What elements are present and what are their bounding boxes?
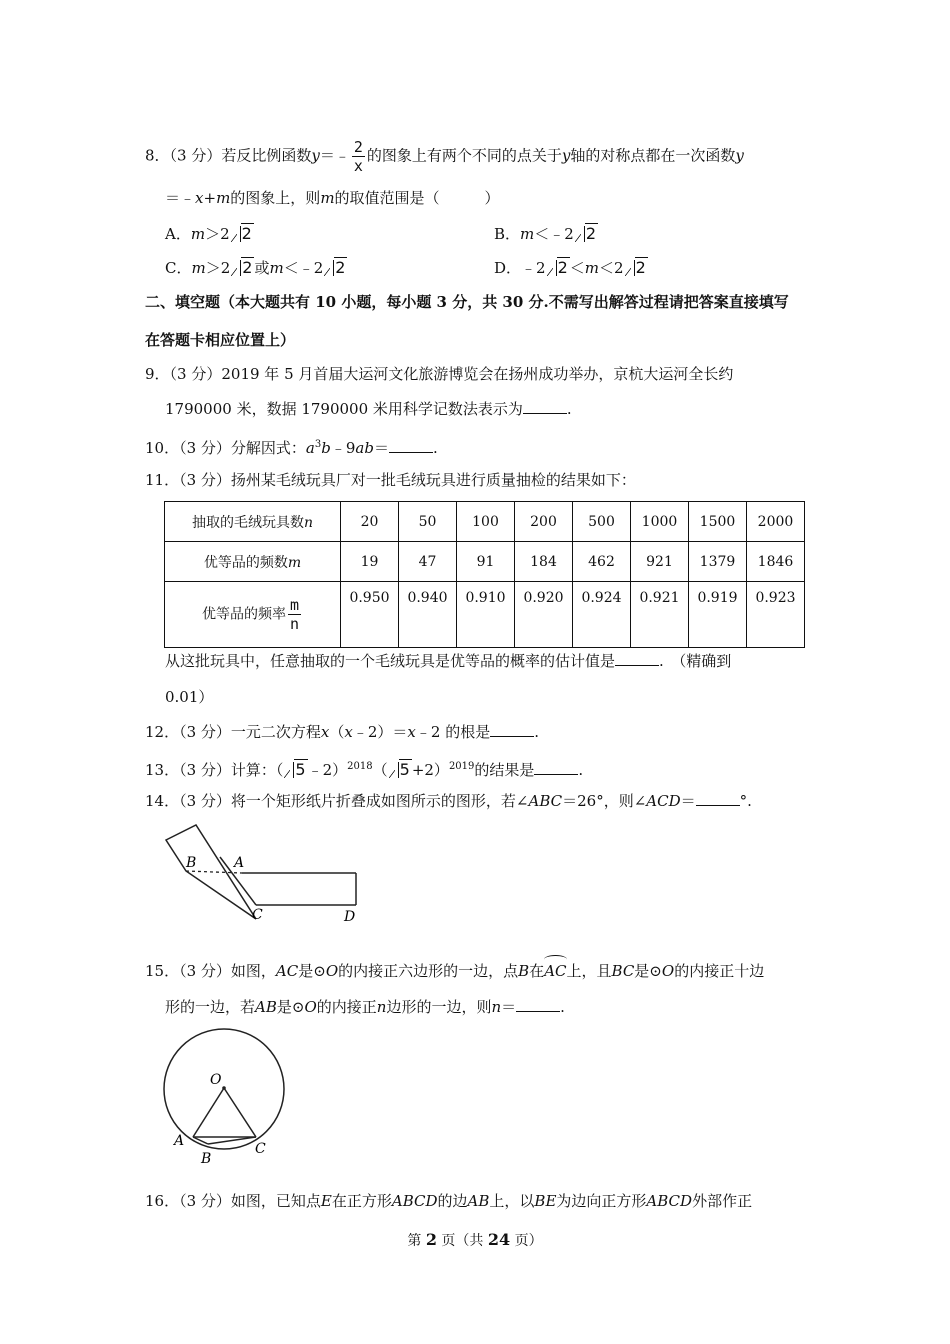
answer-blank bbox=[389, 438, 433, 453]
table-cell: 184 bbox=[515, 542, 573, 582]
point-label-c: C bbox=[252, 907, 263, 923]
point-label-a: A bbox=[234, 855, 245, 871]
q8-option-c: C．m＞2 2 或m＜﹣2 2 bbox=[165, 258, 346, 277]
table-header-cell: 优等品的频数m bbox=[165, 542, 341, 582]
sqrt-symbol: 2 bbox=[575, 223, 598, 245]
table-cell: 0.920 bbox=[515, 582, 573, 648]
point-label-b: B bbox=[186, 855, 197, 871]
folded-paper-figure bbox=[150, 815, 380, 930]
section-heading: 二、填空题（本大题共有 10 小题，每小题 3 分，共 30 分.不需写出解答过程请把答案直接填写 bbox=[145, 293, 789, 311]
q8-option-d: D．﹣2 2 ＜m＜2 2 bbox=[494, 258, 646, 277]
point-label-c: C bbox=[255, 1141, 266, 1157]
table-cell: 0.910 bbox=[457, 582, 515, 648]
section-heading-cont: 在答题卡相应位置上） bbox=[145, 331, 296, 349]
sqrt-symbol: 2 bbox=[547, 257, 570, 279]
table-header-cell: 优等品的频率 $\frac{m}{n}$ bbox=[165, 582, 341, 648]
sqrt-symbol: 5 bbox=[389, 759, 412, 781]
fold-dashed-line bbox=[186, 871, 242, 873]
sqrt-symbol: 2 bbox=[231, 257, 254, 279]
table-cell: 0.924 bbox=[573, 582, 631, 648]
table-cell: 2000 bbox=[747, 502, 805, 542]
q12-line: 12．（3 分）一元二次方程x（x﹣2）＝x﹣2 的根是 . bbox=[145, 723, 539, 741]
q8-line2: ＝﹣x+m的图象上，则m的取值范围是（ ） bbox=[165, 189, 500, 207]
table-cell: 500 bbox=[573, 502, 631, 542]
table-cell: 1846 bbox=[747, 542, 805, 582]
q11-after2: 0.01） bbox=[165, 688, 214, 706]
answer-blank bbox=[523, 399, 567, 414]
q8-option-b: B．m＜﹣2 2 bbox=[494, 224, 596, 243]
q11-after1: 从这批玩具中，任意抽取的一个毛绒玩具是优等品的概率的估计值是 . （精确到 bbox=[165, 652, 732, 670]
table-cell: 50 bbox=[399, 502, 457, 542]
answer-blank bbox=[516, 997, 560, 1012]
q14-line: 14．（3 分）将一个矩形纸片折叠成如图所示的图形，若∠ABC＝26°，则∠ACD＝ °. bbox=[145, 792, 752, 810]
sqrt-symbol: 2 bbox=[324, 257, 347, 279]
q9-line2: 1790000 米，数据 1790000 米用科学记数法表示为 . bbox=[165, 400, 572, 418]
q10-line: 10．（3 分）分解因式：$a^3b﹣9ab=$ . bbox=[145, 439, 438, 457]
answer-blank bbox=[490, 722, 534, 737]
q8-option-a: A．m＞2 2 bbox=[165, 224, 252, 243]
table-cell: 1500 bbox=[689, 502, 747, 542]
q15-line2: 形的一边，若AB是⊙O的内接正n边形的一边，则n＝ . bbox=[165, 998, 565, 1016]
table-cell: 0.950 bbox=[341, 582, 399, 648]
fraction: $\frac{2}{x}$ bbox=[353, 138, 363, 175]
q13-line: 13．（3 分）计算：（ 5 ﹣2）$^{2018}$（ 5 +2）$^{2019}$的结果是 . bbox=[145, 760, 584, 779]
table-cell: 91 bbox=[457, 542, 515, 582]
q9-line1: 9．（3 分）2019 年 5 月首届大运河文化旅游博览会在扬州成功举办，京杭大运河全长约 bbox=[145, 365, 734, 383]
arc-ac: AC bbox=[544, 958, 566, 982]
table-cell: 0.919 bbox=[689, 582, 747, 648]
point-label-o: O bbox=[210, 1072, 222, 1088]
q15-line1: 15．（3 分）如图，AC是⊙O的内接正六边形的一边，点B在AC上，且BC是⊙O的内接正十边 bbox=[145, 958, 764, 982]
table-cell: 1000 bbox=[631, 502, 689, 542]
sqrt-symbol: 5 bbox=[284, 759, 307, 781]
point-label-d: D bbox=[344, 909, 356, 925]
table-header-cell: 抽取的毛绒玩具数n bbox=[165, 502, 341, 542]
table-cell: 462 bbox=[573, 542, 631, 582]
segment-oa bbox=[193, 1088, 224, 1137]
segment-ab bbox=[193, 1137, 208, 1144]
circle-figure bbox=[160, 1025, 290, 1170]
table-cell: 0.921 bbox=[631, 582, 689, 648]
sqrt-symbol: 2 bbox=[625, 257, 648, 279]
table-row bbox=[165, 502, 805, 542]
point-label-a: A bbox=[174, 1133, 185, 1149]
answer-blank bbox=[615, 651, 659, 666]
table-cell: 200 bbox=[515, 502, 573, 542]
segment-oc bbox=[224, 1088, 256, 1137]
table-cell: 0.923 bbox=[747, 582, 805, 648]
table-row bbox=[165, 582, 805, 648]
table-cell: 20 bbox=[341, 502, 399, 542]
fraction: $\frac{m}{n}$ bbox=[289, 596, 300, 633]
q11-line: 11．（3 分）扬州某毛绒玩具厂对一批毛绒玩具进行质量抽检的结果如下： bbox=[145, 471, 636, 489]
q16-line: 16．（3 分）如图，已知点E在正方形ABCD的边AB上，以BE为边向正方形ABCD外部作正 bbox=[145, 1192, 753, 1210]
table-cell: 100 bbox=[457, 502, 515, 542]
table-cell: 1379 bbox=[689, 542, 747, 582]
quality-table bbox=[164, 501, 805, 648]
point-label-b: B bbox=[201, 1151, 212, 1167]
table-cell: 0.940 bbox=[399, 582, 457, 648]
table-cell: 921 bbox=[631, 542, 689, 582]
table-row bbox=[165, 542, 805, 582]
table-cell: 19 bbox=[341, 542, 399, 582]
page-footer: 第 2 页（共 24 页） bbox=[407, 1230, 543, 1249]
answer-blank bbox=[534, 760, 578, 775]
q8-line1: 8．（3 分）若反比例函数y＝﹣ $\frac{2}{x}$ 的图象上有两个不同的点关于y轴的对称点都在一次函数y bbox=[145, 138, 744, 175]
table-cell: 47 bbox=[399, 542, 457, 582]
center-point bbox=[222, 1086, 226, 1090]
sqrt-symbol: 2 bbox=[231, 223, 254, 245]
answer-blank bbox=[696, 791, 740, 806]
